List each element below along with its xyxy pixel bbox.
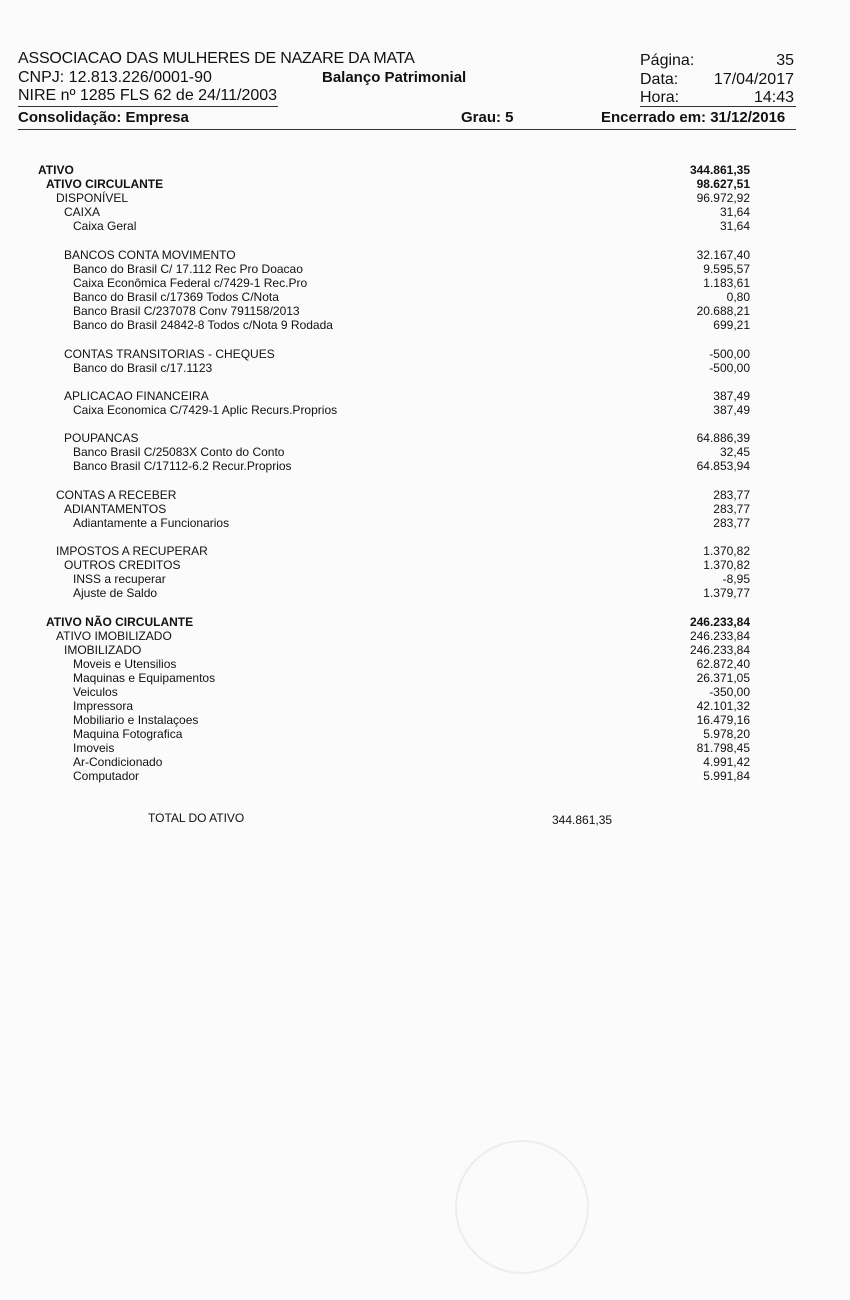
cnpj-line: CNPJ: 12.813.226/0001-90 (18, 69, 212, 86)
account-row (0, 741, 850, 755)
account-name: Caixa Geral (73, 219, 137, 233)
account-row (0, 516, 850, 530)
account-balance: 387,49 (713, 389, 750, 403)
account-row (0, 755, 850, 769)
account-name: APLICACAO FINANCEIRA (64, 389, 209, 403)
account-row (0, 727, 850, 741)
account-balance: -500,00 (709, 361, 750, 375)
account-row (0, 219, 850, 233)
account-name: Computador (73, 769, 140, 783)
grade-label: Grau: 5 (461, 109, 514, 126)
account-name: Imoveis (73, 741, 115, 755)
account-row (0, 769, 850, 783)
time-value: 14:43 (753, 89, 794, 106)
account-balance: 16.479,16 (696, 713, 750, 727)
account-row (0, 544, 850, 558)
account-name: Caixa Econômica Federal c/7429-1 Rec.Pro (73, 276, 308, 290)
account-name: Banco do Brasil C/ 17.112 Rec Pro Doacao (73, 262, 303, 276)
account-name: Mobiliario e Instalaçoes (73, 713, 199, 727)
account-name: Adiantamente a Funcionarios (73, 516, 230, 530)
account-name: CONTAS TRANSITORIAS - CHEQUES (64, 347, 275, 361)
account-balance: 31,64 (719, 205, 750, 219)
account-row (0, 643, 850, 657)
account-row (0, 699, 850, 713)
account-row (0, 276, 850, 290)
account-row (0, 629, 850, 643)
account-balance: -350,00 (709, 685, 750, 699)
account-balance: 699,21 (713, 318, 750, 332)
account-balance: 98.627,51 (696, 177, 750, 191)
account-name: Banco Brasil C/17112-6.2 Recur.Proprios (73, 459, 292, 473)
account-balance: 42.101,32 (696, 699, 750, 713)
account-row (0, 586, 850, 600)
account-name: Banco do Brasil c/17369 Todos C/Nota (73, 290, 279, 304)
account-name: ADIANTAMENTOS (64, 502, 167, 516)
account-row (0, 488, 850, 502)
account-balance: 5.978,20 (703, 727, 750, 741)
account-name: Ajuste de Saldo (73, 586, 158, 600)
account-balance: 64.853,94 (696, 459, 750, 473)
account-row (0, 671, 850, 685)
account-row (0, 445, 850, 459)
consolidation-label: Consolidação: Empresa (18, 109, 189, 126)
account-row (0, 431, 850, 445)
time-label: Hora: (640, 89, 680, 106)
account-balance: 62.872,40 (696, 657, 750, 671)
total-assets-label: TOTAL DO ATIVO (148, 811, 245, 825)
organization-name: ASSOCIACAO DAS MULHERES DE NAZARE DA MATA (18, 50, 415, 67)
account-balance: 96.972,92 (696, 191, 750, 205)
account-balance: 20.688,21 (696, 304, 750, 318)
account-name: OUTROS CREDITOS (64, 558, 181, 572)
account-row (0, 657, 850, 671)
document-title: Balanço Patrimonial (322, 69, 467, 86)
account-balance: 387,49 (713, 403, 750, 417)
account-row (0, 572, 850, 586)
account-balance: 283,77 (713, 516, 750, 530)
account-balance: 283,77 (713, 488, 750, 502)
account-name: Moveis e Utensilios (73, 657, 177, 671)
account-name: Banco do Brasil c/17.1123 (73, 361, 213, 375)
account-name: ATIVO IMOBILIZADO (56, 629, 172, 643)
account-row (0, 191, 850, 205)
account-name: Impressora (73, 699, 134, 713)
account-balance: 1.370,82 (703, 558, 750, 572)
date-label: Data: (640, 71, 679, 88)
account-row (0, 304, 850, 318)
account-name: Caixa Economica C/7429-1 Aplic Recurs.Proprios (73, 403, 338, 417)
total-assets-value: 344.861,35 (552, 813, 613, 827)
closing-date-label: Encerrado em: 31/12/2016 (601, 109, 786, 126)
account-name: ATIVO NÃO CIRCULANTE (46, 615, 194, 629)
account-row (0, 248, 850, 262)
account-balance: 246.233,84 (689, 629, 750, 643)
account-balance: 1.370,82 (703, 544, 750, 558)
date-value: 17/04/2017 (713, 71, 794, 88)
account-row (0, 685, 850, 699)
account-row (0, 177, 850, 191)
page-label: Página: (640, 52, 695, 69)
account-name: Maquina Fotografica (73, 727, 183, 741)
account-balance: 246.233,84 (689, 615, 750, 629)
account-row (0, 163, 850, 177)
account-row (0, 318, 850, 332)
account-name: IMOBILIZADO (64, 643, 142, 657)
account-name: CONTAS A RECEBER (56, 488, 177, 502)
account-row (0, 502, 850, 516)
account-balance: -8,95 (722, 572, 750, 586)
faint-stamp-mark (455, 1140, 589, 1274)
account-balance: 4.991,42 (703, 755, 750, 769)
account-row (0, 205, 850, 219)
account-row (0, 615, 850, 629)
account-name: CAIXA (64, 205, 101, 219)
account-balance: 246.233,84 (689, 643, 750, 657)
account-balance: 26.371,05 (696, 671, 750, 685)
account-row (0, 713, 850, 727)
account-balance: 0,80 (726, 290, 750, 304)
account-row (0, 558, 850, 572)
account-row (0, 459, 850, 473)
account-name: DISPONÍVEL (56, 191, 129, 205)
account-balance: 1.379,77 (703, 586, 750, 600)
nire-line: NIRE nº 1285 FLS 62 de 24/11/2003 (18, 87, 278, 104)
account-balance: 81.798,45 (696, 741, 750, 755)
account-balance: 283,77 (713, 502, 750, 516)
account-row (0, 262, 850, 276)
account-name: Maquinas e Equipamentos (73, 671, 216, 685)
account-name: ATIVO (38, 163, 74, 177)
account-balance: 344.861,35 (689, 163, 750, 177)
account-row (0, 389, 850, 403)
account-balance: 32.167,40 (696, 248, 750, 262)
account-row (0, 361, 850, 375)
account-name: Banco do Brasil 24842-8 Todos c/Nota 9 Rodada (73, 318, 333, 332)
account-balance: -500,00 (709, 347, 750, 361)
account-balance: 64.886,39 (696, 431, 750, 445)
account-row (0, 347, 850, 361)
account-name: BANCOS CONTA MOVIMENTO (64, 248, 236, 262)
account-name: ATIVO CIRCULANTE (46, 177, 164, 191)
page-number: 35 (776, 52, 794, 69)
account-balance: 5.991,84 (703, 769, 750, 783)
account-name: IMPOSTOS A RECUPERAR (56, 544, 208, 558)
account-balance: 9.595,57 (703, 262, 750, 276)
account-balance: 31,64 (719, 219, 750, 233)
account-name: POUPANCAS (64, 431, 139, 445)
account-name: Veiculos (73, 685, 118, 699)
account-row (0, 290, 850, 304)
account-name: Banco Brasil C/25083X Conto do Conto (73, 445, 285, 459)
account-balance: 1.183,61 (703, 276, 750, 290)
account-name: INSS a recuperar (73, 572, 166, 586)
account-row (0, 403, 850, 417)
account-name: Banco Brasil C/237078 Conv 791158/2013 (73, 304, 300, 318)
account-name: Ar-Condicionado (73, 755, 163, 769)
account-balance: 32,45 (719, 445, 750, 459)
